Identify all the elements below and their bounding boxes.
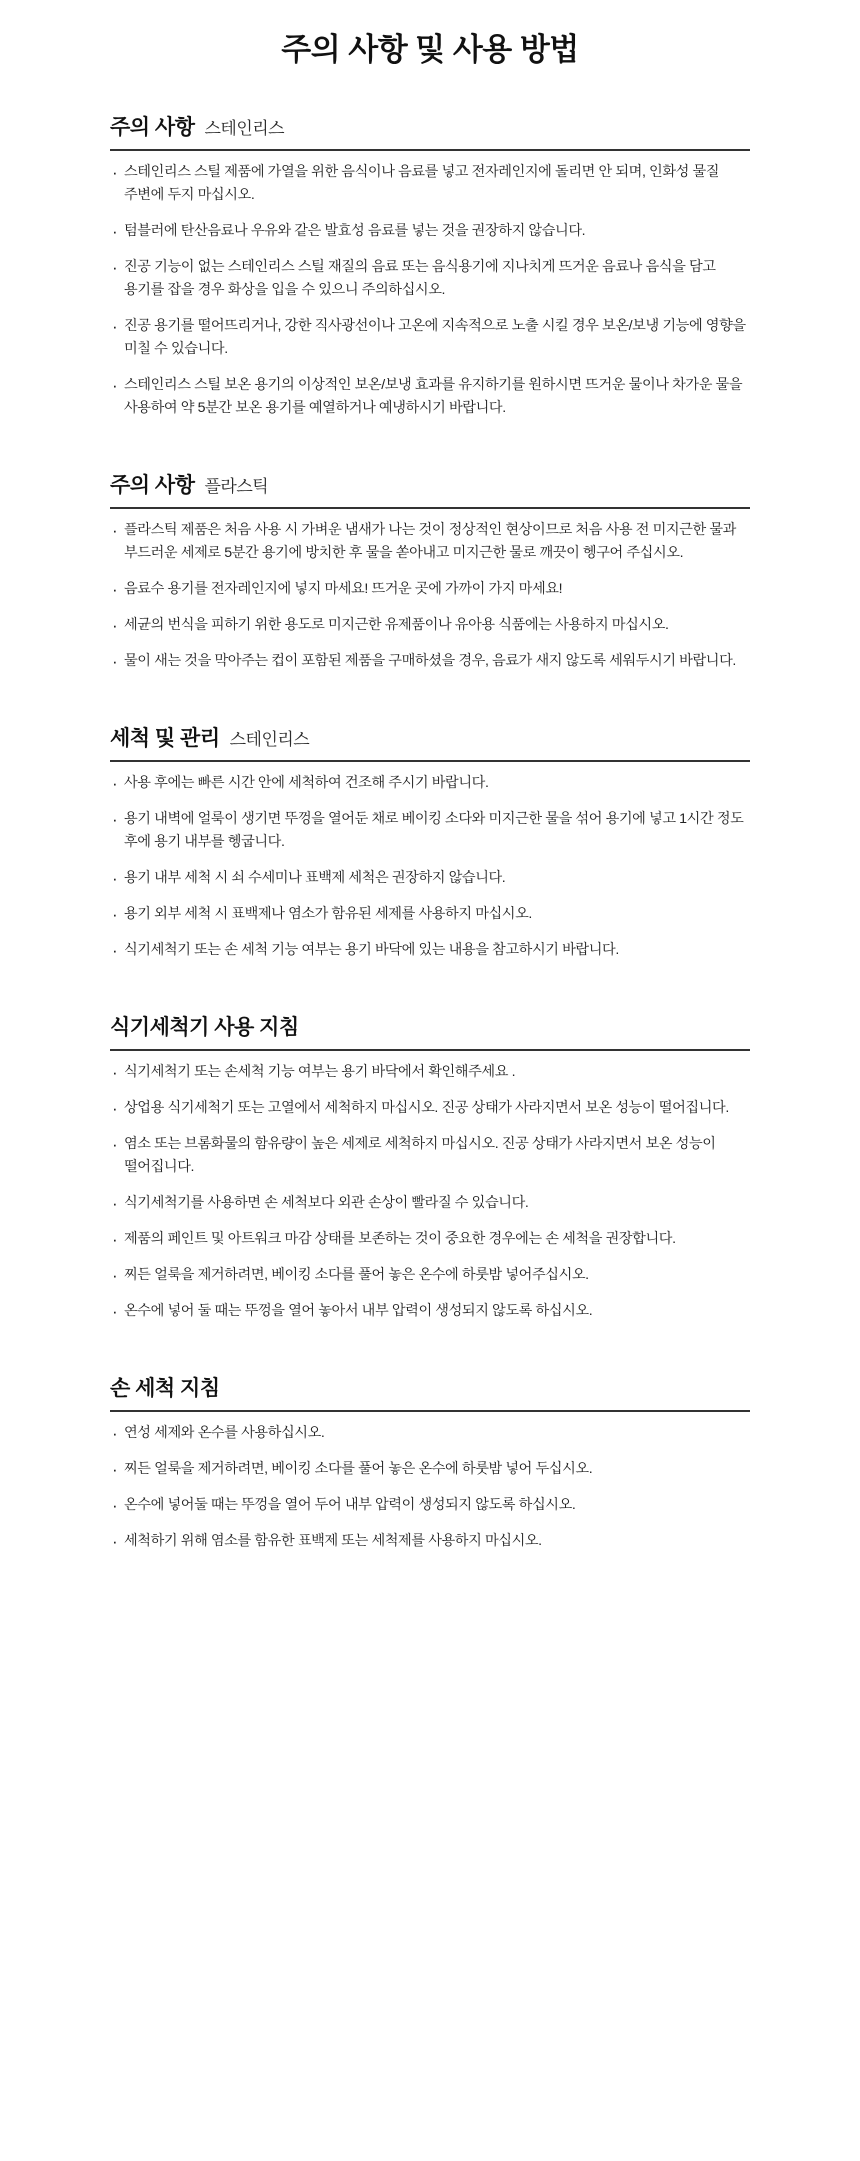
section-subtitle: 플라스틱 <box>204 477 269 496</box>
section-divider <box>110 760 750 762</box>
list-item: · 용기 외부 세척 시 표백제나 염소가 함유된 세제를 사용하지 마십시오. <box>110 903 750 926</box>
list-item: · 음료수 용기를 전자레인지에 넣지 마세요! 뜨거운 곳에 가까이 가지 마세요! <box>110 578 750 601</box>
list-item: · 식기세척기 또는 손 세척 기능 여부는 용기 바닥에 있는 내용을 참고하시기 바랍니다. <box>110 939 750 962</box>
section-header <box>110 696 750 760</box>
list-item: · 식기세척기 또는 손세척 기능 여부는 용기 바닥에서 확인해주세요 . <box>110 1061 750 1084</box>
list-item: · 세척하기 위해 염소를 함유한 표백제 또는 세척제를 사용하지 마십시오. <box>110 1530 750 1553</box>
section-subtitle: 스테인리스 <box>204 119 285 138</box>
section-divider <box>110 149 750 151</box>
section-caution-stainless <box>110 85 750 435</box>
list-item: · 텀블러에 탄산음료나 우유와 같은 발효성 음료를 넣는 것을 권장하지 않습니다. <box>110 220 750 243</box>
list-item: · 찌든 얼룩을 제거하려면, 베이킹 소다를 풀어 놓은 온수에 하룻밤 넣어주십시오. <box>110 1264 750 1287</box>
section-item-list <box>110 1418 750 1568</box>
list-item: · 제품의 페인트 및 아트워크 마감 상태를 보존하는 것이 중요한 경우에는 손 세척을 권장합니다. <box>110 1228 750 1251</box>
section-divider <box>110 507 750 509</box>
list-item: · 온수에 넣어 둘 때는 뚜껑을 열어 놓아서 내부 압력이 생성되지 않도록 하십시오. <box>110 1300 750 1323</box>
section-title: 식기세척기 사용 지침 <box>110 1016 299 1039</box>
section-header <box>110 985 750 1049</box>
list-item: · 스테인리스 스틸 제품에 가열을 위한 음식이나 음료를 넣고 전자레인지에 돌리면 안 되며, 인화성 물질 주변에 두지 마십시오. <box>110 161 750 207</box>
list-item: · 세균의 번식을 피하기 위한 용도로 미지근한 유제품이나 유아용 식품에는 사용하지 마십시오. <box>110 614 750 637</box>
list-item: · 연성 세제와 온수를 사용하십시오. <box>110 1422 750 1445</box>
section-divider <box>110 1049 750 1051</box>
section-title: 세척 및 관리 <box>110 727 220 750</box>
list-item: · 진공 기능이 없는 스테인리스 스틸 재질의 음료 또는 음식용기에 지나치게 뜨거운 음료나 음식을 담고 용기를 잡을 경우 화상을 입을 수 있으니 주의하십시오. <box>110 256 750 302</box>
section-cleaning-stainless <box>110 696 750 977</box>
section-divider <box>110 1410 750 1412</box>
section-header <box>110 443 750 507</box>
list-item: · 플라스틱 제품은 처음 사용 시 가벼운 냄새가 나는 것이 정상적인 현상이므로 처음 사용 전 미지근한 물과 부드러운 세제로 5분간 용기에 방치한 후 물을 쏟아내고 미지근한 물로 깨끗이 헹구어 주십시오. <box>110 519 750 565</box>
section-caution-plastic <box>110 443 750 688</box>
section-title: 손 세척 지침 <box>110 1377 220 1400</box>
section-handwash-guide <box>110 1346 750 1568</box>
list-item: · 용기 내부 세척 시 쇠 수세미나 표백제 세척은 권장하지 않습니다. <box>110 867 750 890</box>
list-item: · 식기세척기를 사용하면 손 세척보다 외관 손상이 빨라질 수 있습니다. <box>110 1192 750 1215</box>
content-area <box>0 85 860 1568</box>
section-item-list <box>110 768 750 977</box>
list-item: · 찌든 얼룩을 제거하려면, 베이킹 소다를 풀어 놓은 온수에 하룻밤 넣어 두십시오. <box>110 1458 750 1481</box>
list-item: · 염소 또는 브롬화물의 함유량이 높은 세제로 세척하지 마십시오. 진공 상태가 사라지면서 보온 성능이 떨어집니다. <box>110 1133 750 1179</box>
section-item-list <box>110 515 750 688</box>
section-header <box>110 85 750 149</box>
section-subtitle: 스테인리스 <box>229 730 310 749</box>
section-item-list <box>110 157 750 435</box>
section-title: 주의 사항 <box>110 116 195 139</box>
list-item: · 스테인리스 스틸 보온 용기의 이상적인 보온/보냉 효과를 유지하기를 원하시면 뜨거운 물이나 차가운 물을 사용하여 약 5분간 보온 용기를 예열하거나 예냉하시기 바랍니다. <box>110 374 750 420</box>
list-item: · 상업용 식기세척기 또는 고열에서 세척하지 마십시오. 진공 상태가 사라지면서 보온 성능이 떨어집니다. <box>110 1097 750 1120</box>
list-item: · 진공 용기를 떨어뜨리거나, 강한 직사광선이나 고온에 지속적으로 노출 시킬 경우 보온/보냉 기능에 영향을 미칠 수 있습니다. <box>110 315 750 361</box>
page-title: 주의 사항 및 사용 방법 <box>281 32 579 67</box>
section-dishwasher-guide <box>110 985 750 1338</box>
section-title: 주의 사항 <box>110 474 195 497</box>
list-item: · 용기 내벽에 얼룩이 생기면 뚜껑을 열어둔 채로 베이킹 소다와 미지근한 물을 섞어 용기에 넣고 1시간 정도 후에 용기 내부를 헹굽니다. <box>110 808 750 854</box>
list-item: · 온수에 넣어둘 때는 뚜껑을 열어 두어 내부 압력이 생성되지 않도록 하십시오. <box>110 1494 750 1517</box>
section-item-list <box>110 1057 750 1338</box>
list-item: · 사용 후에는 빠른 시간 안에 세척하여 건조해 주시기 바랍니다. <box>110 772 750 795</box>
section-header <box>110 1346 750 1410</box>
list-item: · 물이 새는 것을 막아주는 컵이 포함된 제품을 구매하셨을 경우, 음료가 새지 않도록 세워두시기 바랍니다. <box>110 650 750 673</box>
